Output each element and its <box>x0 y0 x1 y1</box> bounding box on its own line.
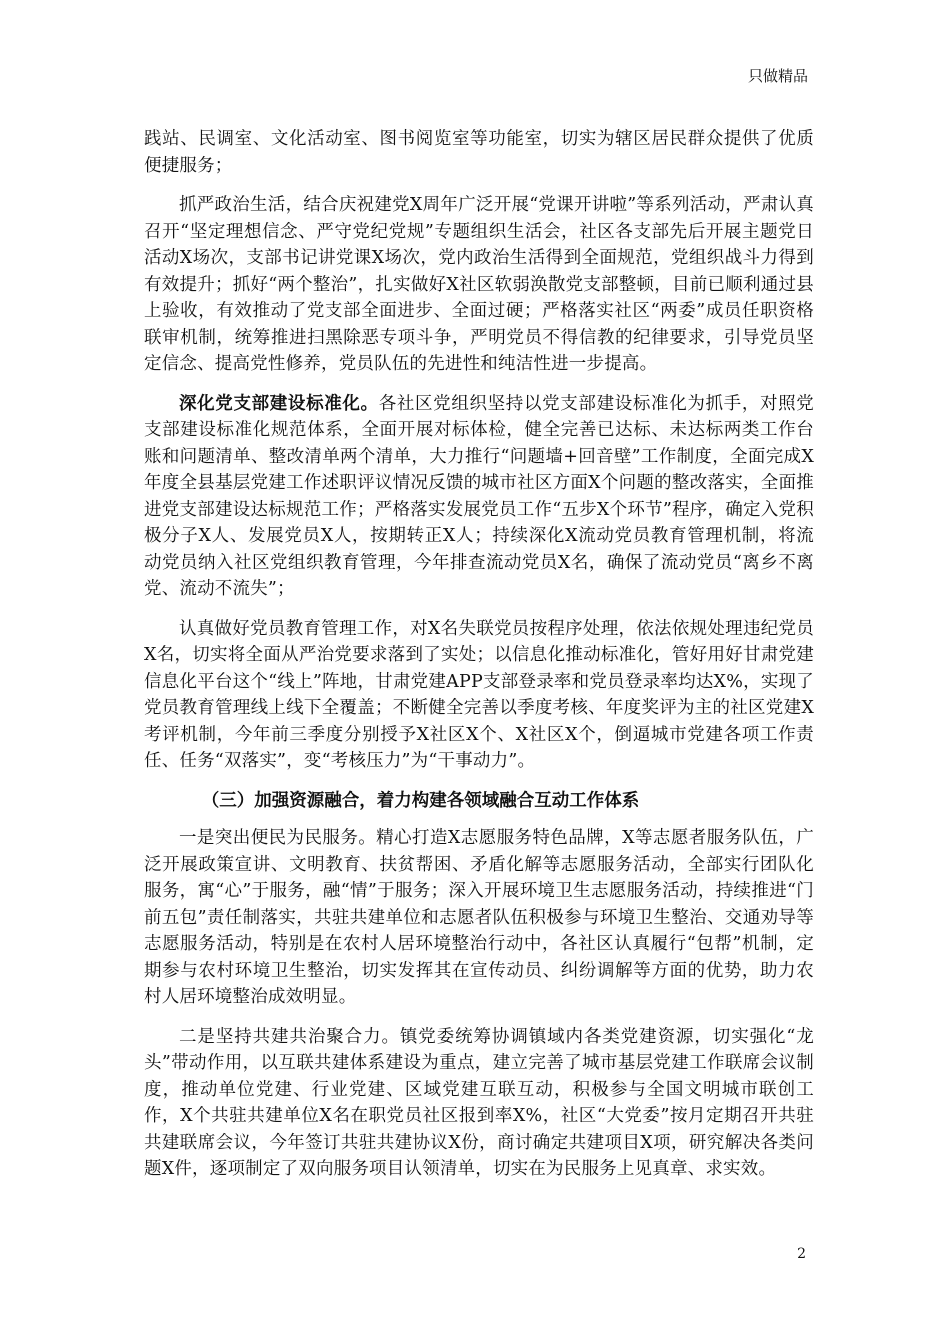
paragraph-1: 践站、民调室、文化活动室、图书阅览室等功能室，切实为辖区居民群众提供了优质便捷服务； <box>144 129 814 176</box>
paragraph-5: 一是突出便民为民服务。精心打造X志愿服务特色品牌，X等志愿者服务队伍，广泛开展政策宣讲、文明教育、扶贫帮困、矛盾化解等志愿服务活动，全部实行团队化服务，寓“心”于服务，融“情”于服务；深入开展环境卫生志愿服务活动，持续推进“门前五包”责任制落实，共驻共建单位和志愿者队伍积极参与环境卫生整治、交通劝导等志愿服务活动，特别是在农村人居环境整治行动中，各社区认真履行“包帮”机制，定期参与农村环境卫生整治，切实发挥其在宣传动员、纠纷调解等方面的优势，助力农村人居环境整治成效明显。 <box>144 828 814 1007</box>
page-number: 2 <box>797 1246 806 1262</box>
paragraph-2: 抓严政治生活，结合庆祝建党X周年广泛开展“党课开讲啦”等系列活动，严肃认真召开“坚定理想信念、严守党纪党规”专题组织生活会，社区各支部先后开展主题党日活动X场次，支部书记讲党课X场次，党内政治生活得到全面规范，党组织战斗力得到有效提升；抓好“两个整治”，扎实做好X社区软弱涣散党支部整顿，目前已顺利通过县上验收，有效推动了党支部全面进步、全面过硬；严格落实社区“两委”成员任职资格联审机制，统筹推进扫黑除恶专项斗争，严明党员不得信教的纪律要求，引导党员坚定信念、提高党性修养，党员队伍的先进性和纯洁性进一步提高。 <box>144 195 814 374</box>
document-body <box>144 126 814 1196</box>
paragraph-6: 二是坚持共建共治聚合力。镇党委统筹协调镇域内各类党建资源，切实强化“龙头”带动作用，以互联共建体系建设为重点，建立完善了城市基层党建工作联席会议制度，推动单位党建、行业党建、区域党建互联互动，积极参与全国文明城市联创工作，X个共驻共建单位X名在职党员社区报到率X%，社区“大党委”按月定期召开共驻共建联席会议，今年签订共驻共建协议X份，商讨确定共建项目X项，研究解决各类问题X件，逐项制定了双向服务项目认领清单，切实在为民服务上见真章、求实效。 <box>144 1026 814 1179</box>
header-note: 只做精品 <box>747 67 808 85</box>
paragraph-4: 认真做好党员教育管理工作，对X名失联党员按程序处理，依法依规处理违纪党员X名，切实将全面从严治党要求落到了实处；以信息化推动标准化，管好用好甘肃党建信息化平台这个“线上”阵地，甘肃党建APP支部登录率和党员登录率均达X%，实现了党员教育管理线上线下全覆盖；不断健全完善以季度考核、年度奖评为主的社区党建X考评机制，今年前三季度分别授予X社区X个、X社区X个，倒逼城市党建各项工作责任、任务“双落实”，变“考核压力”为“干事动力”。 <box>144 618 814 771</box>
paragraph-3-lead: 深化党支部建设标准化。 <box>179 393 379 414</box>
section-heading: （三）加强资源融合，着力构建各领域融合互动工作体系 <box>201 790 640 811</box>
paragraph-3-rest: 各社区党组织坚持以党支部建设标准化为抓手，对照党支部建设标准化规范体系，全面开展对标体检，健全完善已达标、未达标两类工作台账和问题清单、整改清单两个清单，大力推行“问题墙+回音壁”工作制度，全面完成X年度全县基层党建工作述职评议情况反馈的城市社区方面X个问题的整改落实，全面推进党支部建设达标规范工作；严格落实发展党员工作“五步X个环节”程序，确定入党积极分子X人、发展党员X人，按期转正X人；持续深化X流动党员教育管理机制，将流动党员纳入社区党组织教育管理，今年排查流动党员X名，确保了流动党员“离乡不离党、流动不流失”； <box>144 393 814 599</box>
paragraph-3 <box>144 391 814 603</box>
